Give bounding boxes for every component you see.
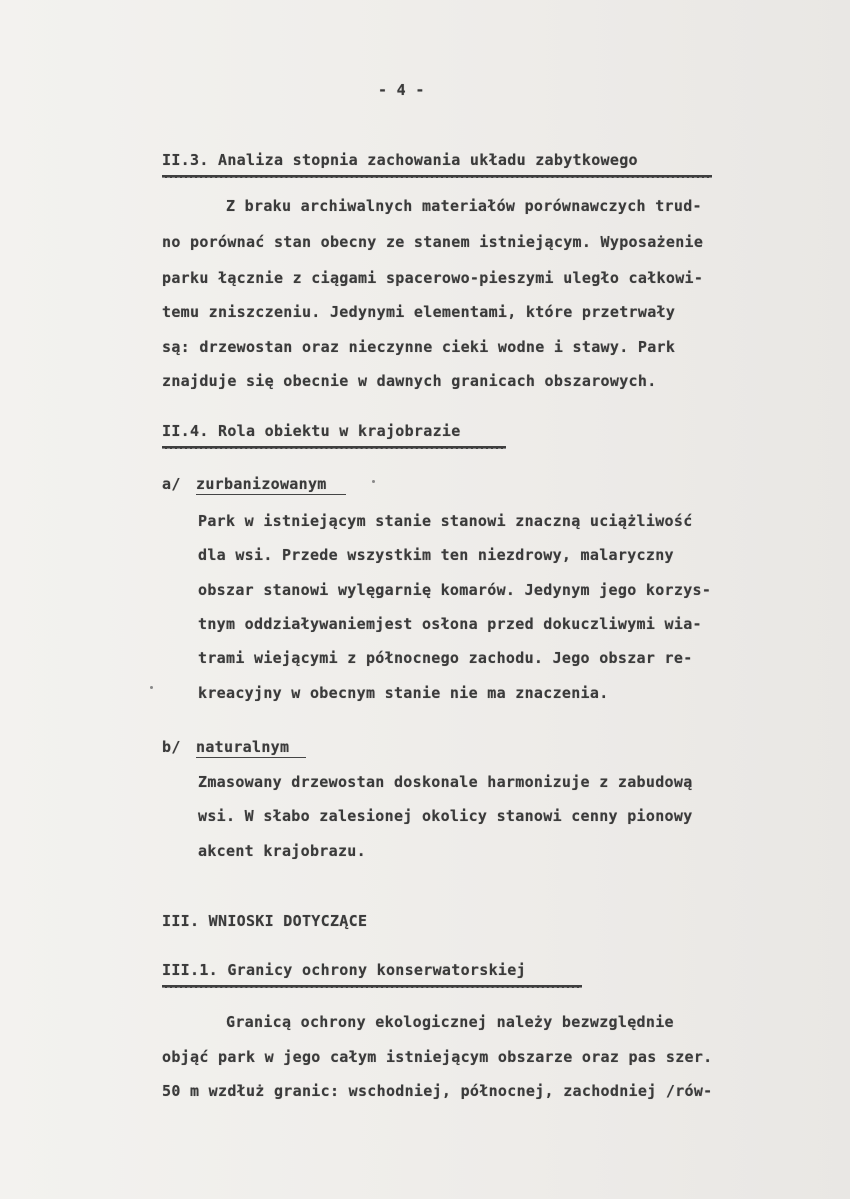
- paper-speck: [150, 686, 153, 689]
- subheading-naturalnym: naturalnym: [196, 738, 290, 756]
- heading-section-3: III. WNIOSKI DOTYCZĄCE: [162, 912, 368, 930]
- heading-underline: [162, 175, 712, 178]
- subheading-underline: [196, 494, 346, 495]
- heading-section-2-4: II.4. Rola obiektu w krajobrazie: [162, 422, 461, 440]
- paragraph-line: tnym oddziaływaniemjest osłona przed dokuczliwymi wia-: [198, 615, 702, 633]
- page-number: - 4 -: [378, 81, 425, 99]
- paragraph-line: 50 m wzdłuż granic: wschodniej, północnej, zachodniej /rów-: [162, 1082, 713, 1100]
- paragraph-line: Park w istniejącym stanie stanowi znaczną uciążliwość: [198, 512, 693, 530]
- paragraph-line: Granicą ochrony ekologicznej należy bezwzględnie: [226, 1013, 674, 1031]
- heading-underline: [162, 985, 582, 988]
- heading-section-3-1: III.1. Granicy ochrony konserwatorskiej: [162, 961, 526, 979]
- paragraph-line: są: drzewostan oraz nieczynne cieki wodne i stawy. Park: [162, 338, 676, 356]
- paragraph-line: znajduje się obecnie w dawnych granicach obszarowych.: [162, 372, 657, 390]
- paragraph-line: Zmasowany drzewostan doskonale harmonizuje z zabudową: [198, 773, 693, 791]
- paragraph-line: obszar stanowi wylęgarnię komarów. Jedynym jego korzys-: [198, 581, 712, 599]
- paragraph-line: wsi. W słabo zalesionej okolicy stanowi cenny pionowy: [198, 807, 693, 825]
- paragraph-line: dla wsi. Przede wszystkim ten niezdrowy, malaryczny: [198, 546, 674, 564]
- paragraph-line: Z braku archiwalnych materiałów porównawczych trud-: [226, 197, 702, 215]
- list-marker-a: a/: [162, 475, 181, 493]
- paragraph-line: trami wiejącymi z północnego zachodu. Jego obszar re-: [198, 649, 693, 667]
- paragraph-line: parku łącznie z ciągami spacerowo-pieszymi uległo całkowi-: [162, 269, 704, 287]
- paragraph-line: kreacyjny w obecnym stanie nie ma znaczenia.: [198, 684, 609, 702]
- heading-section-2-3: II.3. Analiza stopnia zachowania układu zabytkowego: [162, 151, 638, 169]
- paragraph-line: temu zniszczeniu. Jedynymi elementami, które przetrwały: [162, 303, 676, 321]
- paragraph-line: no porównać stan obecny ze stanem istniejącym. Wyposażenie: [162, 233, 704, 251]
- paper-speck: [372, 480, 375, 483]
- subheading-underline: [196, 757, 306, 758]
- list-marker-b: b/: [162, 738, 181, 756]
- heading-underline: [162, 446, 506, 449]
- paragraph-line: akcent krajobrazu.: [198, 842, 366, 860]
- paragraph-line: objąć park w jego całym istniejącym obszarze oraz pas szer.: [162, 1048, 713, 1066]
- subheading-zurbanizowanym: zurbanizowanym: [196, 475, 327, 493]
